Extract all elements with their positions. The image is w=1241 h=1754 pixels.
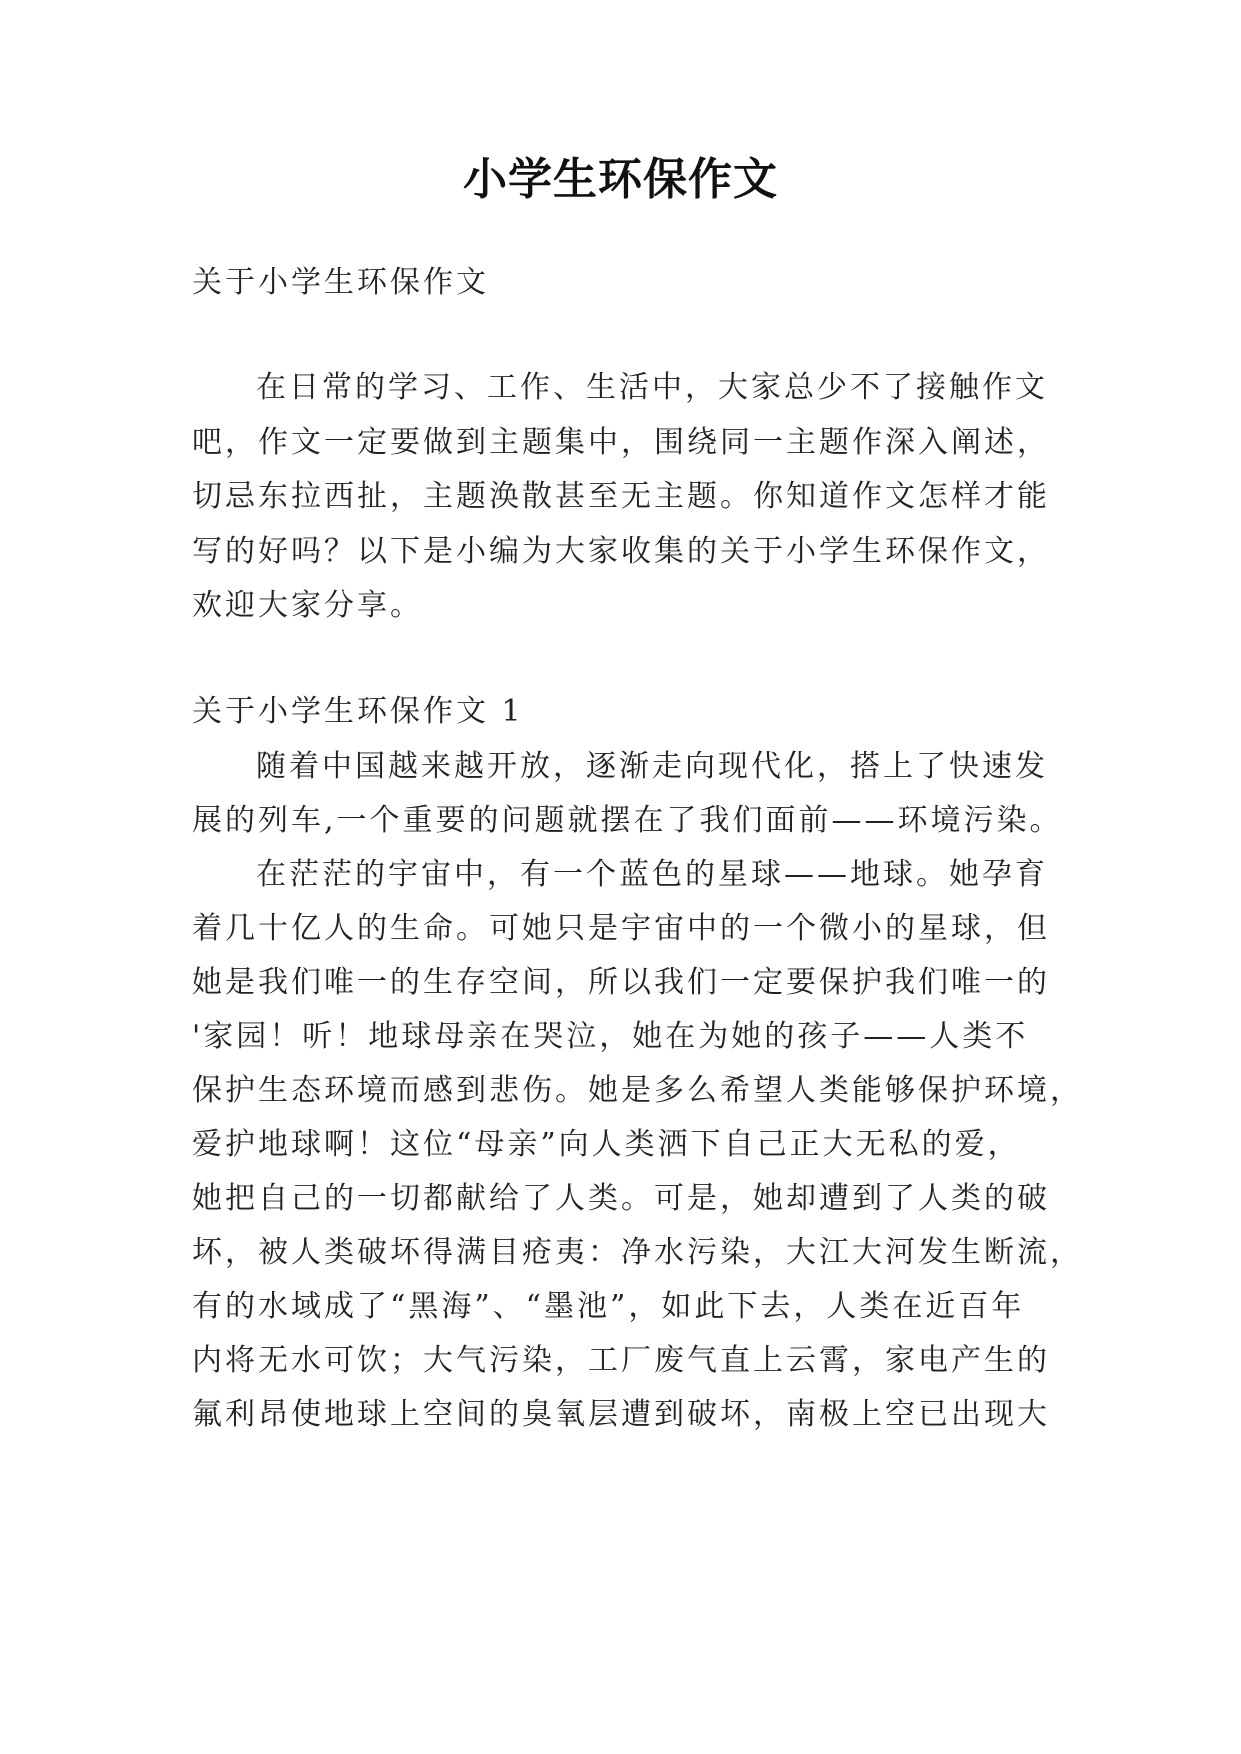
paragraph-line: 她是我们唯一的生存空间，所以我们一定要保护我们唯一的: [192, 965, 1050, 1000]
paragraph-line: 展的列车,一个重要的问题就摆在了我们面前——环境污染。: [192, 803, 1063, 838]
intro-line: 欢迎大家分享。: [192, 588, 423, 623]
paragraph-line: '家园！听！地球母亲在哭泣，她在为她的孩子——人类不: [192, 1019, 1029, 1054]
paragraph-line: 爱护地球啊！这位“母亲”向人类洒下自己正大无私的爱，: [192, 1127, 1021, 1162]
paragraph-line: 着几十亿人的生命。可她只是宇宙中的一个微小的星球，但: [192, 911, 1050, 946]
paragraph-line: 内将无水可饮；大气污染，工厂废气直上云霄，家电产生的: [192, 1343, 1050, 1378]
paragraph-line: 氟利昂使地球上空间的臭氧层遭到破坏，南极上空已出现大: [192, 1397, 1050, 1432]
intro-line: 切忌东拉西扯，主题涣散甚至无主题。你知道作文怎样才能: [192, 479, 1050, 514]
section-heading: 关于小学生环保作文 1: [192, 694, 524, 729]
document-title: 小学生环保作文: [463, 154, 778, 205]
paragraph-line: 保护生态环境而感到悲伤。她是多么希望人类能够保护环境，: [192, 1073, 1083, 1108]
paragraph-line: 坏，被人类破坏得满目疮夷：净水污染，大江大河发生断流，: [192, 1235, 1083, 1270]
intro-line: 吧，作文一定要做到主题集中，围绕同一主题作深入阐述，: [192, 425, 1050, 460]
document-subtitle: 关于小学生环保作文: [192, 265, 489, 300]
paragraph-line: 在茫茫的宇宙中，有一个蓝色的星球——地球。她孕育: [256, 857, 1048, 892]
paragraph-line: 有的水域成了“黑海”、“墨池”，如此下去，人类在近百年: [192, 1289, 1025, 1324]
paragraph-line: 随着中国越来越开放，逐渐走向现代化，搭上了快速发: [256, 749, 1048, 784]
intro-line: 在日常的学习、工作、生活中，大家总少不了接触作文: [256, 370, 1048, 405]
paragraph-line: 她把自己的一切都献给了人类。可是，她却遭到了人类的破: [192, 1181, 1050, 1216]
intro-line: 写的好吗？以下是小编为大家收集的关于小学生环保作文，: [192, 534, 1050, 569]
